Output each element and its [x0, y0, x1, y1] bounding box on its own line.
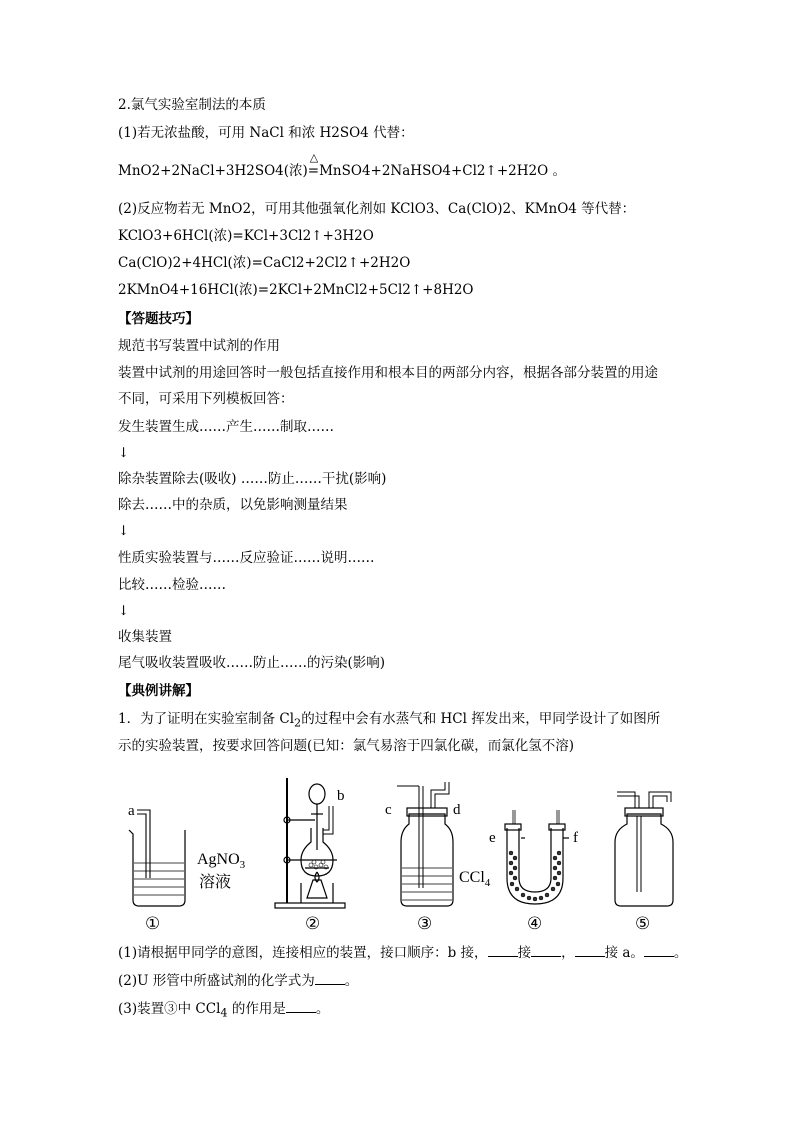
arrow-3: ↓	[118, 603, 130, 619]
label-c: c	[385, 802, 392, 818]
number-3: ③	[417, 914, 433, 933]
question-1-sub: 2	[294, 716, 302, 730]
ccl4-text: CCl	[459, 869, 485, 886]
tips-heading: 【答题技巧】	[118, 311, 199, 327]
equation-4: 2KMnO4+16HCl(浓)=2KCl+2MnCl2+5Cl2↑+8H2O	[118, 282, 474, 298]
sub-question-3-period: 。	[315, 1001, 330, 1017]
question-1-line-1	[118, 710, 660, 733]
tips-line-3: 不同，可采用下列模板回答：	[118, 391, 294, 407]
answer-blank-2[interactable]	[531, 944, 561, 957]
sub-question-1-join: 接	[517, 945, 532, 961]
tips-line-7: 性质实验装置与……反应验证……说明……	[118, 550, 375, 566]
sub-question-1-end: 接 a。	[604, 945, 644, 961]
paragraph-2: (2)反应物若无 MnO2，可用其他强氧化剂如 KClO3、Ca(ClO)2、KMnO4 等代替：	[118, 201, 636, 217]
tips-line-10: 尾气吸收装置吸收……防止……的污染(影响)	[118, 655, 386, 671]
sub-question-3-sub: 4	[220, 1006, 228, 1020]
tips-line-2: 装置中试剂的用途回答时一般包括直接作用和根本目的两部分内容，根据各部分装置的用途	[118, 365, 658, 381]
tips-line-1: 规范书写装置中试剂的作用	[118, 338, 280, 354]
equation-1-right: MnSO4+2NaHSO4+Cl2↑+2H2O 。	[319, 163, 566, 179]
solution-label: 溶液	[199, 874, 232, 891]
tips-line-8: 比较……检验……	[118, 577, 226, 593]
label-f: f	[573, 830, 578, 846]
equation-1	[118, 151, 566, 180]
equals-sign: =	[307, 163, 320, 179]
sub-question-3	[118, 1000, 329, 1023]
equation-1-left: MnO2+2NaCl+3H2SO4(浓)	[118, 163, 308, 179]
sub-question-1-period: 。	[673, 945, 688, 961]
question-1-text-b: 的过程中会有水蒸气和 HCl 挥发出来，甲同学设计了如图所	[301, 711, 661, 727]
section-title: 2.氯气实验室制法的本质	[118, 97, 266, 113]
tips-line-5: 除杂装置除去(吸收) ……防止……干扰(影响)	[118, 471, 387, 487]
sub-question-1-text: (1)请根据甲同学的意图，连接相应的装置，接口顺序：b 接，	[118, 945, 488, 961]
answer-blank-6[interactable]	[286, 1000, 316, 1013]
apparatus-1-beaker	[128, 803, 246, 933]
tips-line-9: 收集装置	[118, 629, 172, 645]
number-5: ⑤	[635, 914, 651, 933]
sub-question-1-comma: ，	[561, 945, 575, 961]
apparatus-3-bottle	[385, 782, 491, 933]
apparatus-2-generator	[275, 778, 345, 933]
answer-blank-4[interactable]	[644, 944, 674, 957]
answer-blank-3[interactable]	[575, 944, 605, 957]
sub-question-3-text-b: 的作用是	[227, 1001, 286, 1017]
number-4: ④	[527, 914, 543, 933]
apparatus-4-u-tube	[489, 810, 578, 933]
apparatus-5-bottle	[615, 792, 673, 933]
apparatus-figure	[115, 768, 715, 938]
number-1: ①	[145, 914, 161, 933]
arrow-1: ↓	[118, 445, 130, 461]
sub-question-2	[118, 972, 358, 990]
agno3-label	[197, 851, 246, 871]
equation-2: KClO3+6HCl(浓)=KCl+3Cl2↑+3H2O	[118, 228, 374, 244]
sub-question-2-period: 。	[344, 973, 359, 989]
label-a: a	[128, 803, 135, 819]
example-heading: 【典例讲解】	[118, 683, 199, 699]
sub-question-2-text: (2)U 形管中所盛试剂的化学式为	[118, 973, 315, 989]
ccl4-sub: 4	[484, 877, 491, 889]
question-1-line-2: 示的实验装置，按要求回答问题(已知：氯气易溶于四氯化碳，而氯化氢不溶)	[118, 738, 575, 754]
tips-line-6: 除去……中的杂质，以免影响测量结果	[118, 497, 348, 513]
question-1-text-a: 1．为了证明在实验室制备 Cl	[118, 711, 295, 727]
equation-3: Ca(ClO)2+4HCl(浓)=CaCl2+2Cl2↑+2H2O	[118, 255, 411, 271]
paragraph-1: (1)若无浓盐酸，可用 NaCl 和浓 H2SO4 代替：	[118, 125, 414, 141]
tips-line-4: 发生装置生成……产生……制取……	[118, 419, 334, 435]
answer-blank-1[interactable]	[488, 944, 518, 957]
sub-question-1	[118, 944, 687, 962]
label-d: d	[453, 802, 461, 818]
agno3-sub: 3	[239, 859, 246, 871]
ccl4-label	[459, 869, 491, 889]
answer-blank-5[interactable]	[315, 972, 345, 985]
label-b: b	[337, 788, 345, 804]
heat-condition	[307, 151, 320, 180]
sub-question-3-text: (3)装置③中 CCl	[118, 1001, 221, 1017]
label-e: e	[489, 830, 496, 846]
arrow-2: ↓	[118, 523, 130, 539]
number-2: ②	[305, 914, 321, 933]
agno3-text: AgNO	[197, 851, 240, 868]
delta-icon: △	[309, 151, 319, 164]
